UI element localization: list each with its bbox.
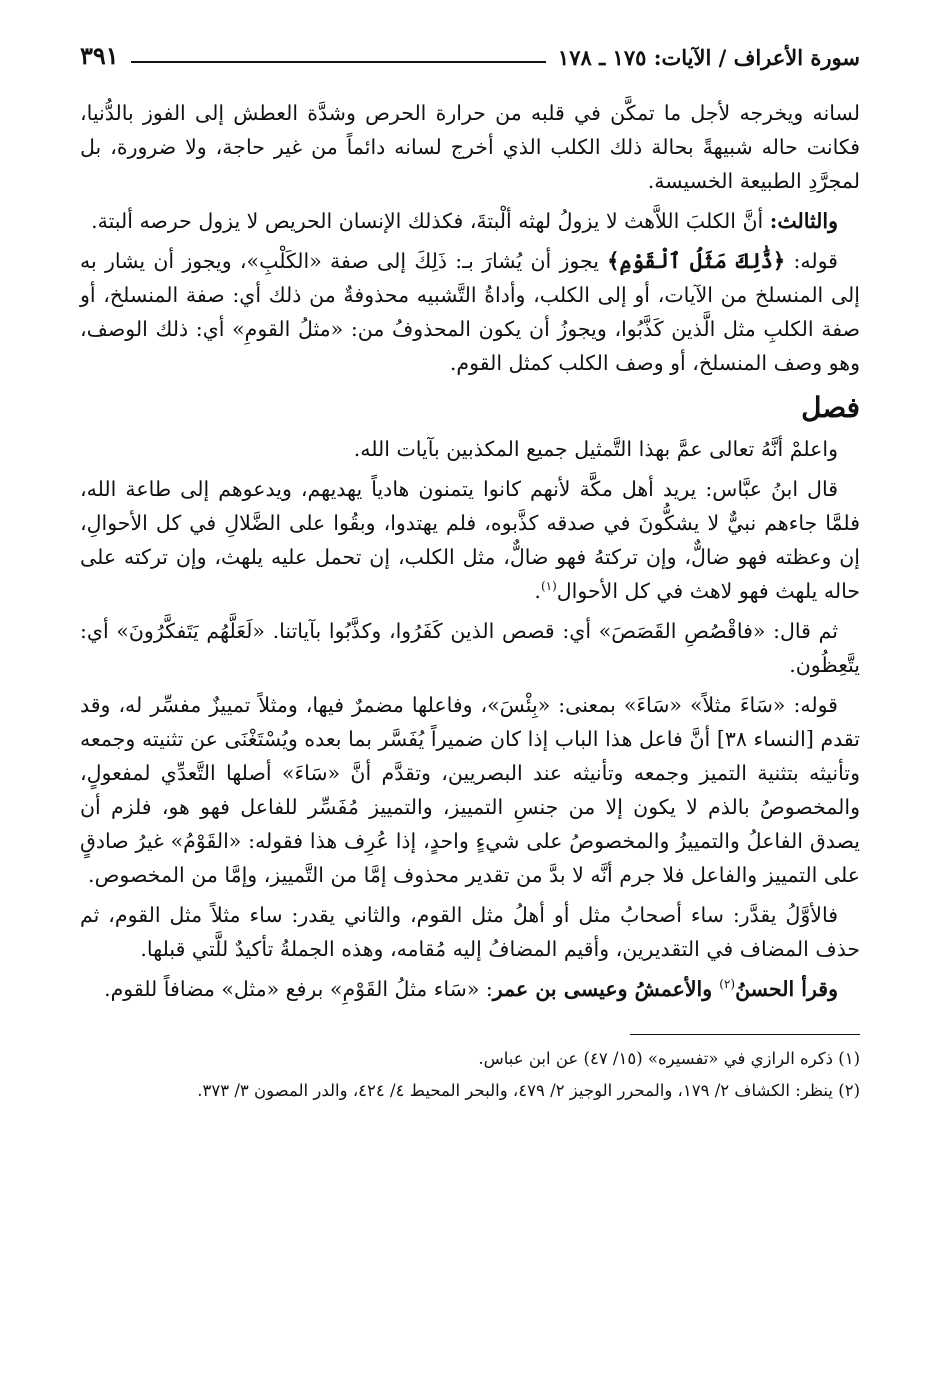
footnote-divider [630,1034,860,1035]
paragraph-5: قال ابنُ عبَّاس: يريد أهل مكَّة لأنهم كانوا يتمنون هادياً يهديهم، ويدعوهم إلى طاعة الله، فلمَّا جاءهم نبيٌّ لا يشكُّونَ في صدقه كذَّبوه، فلم يهتدوا، وبقُوا على الضَّلالِ في كل الأحوالِ، إن وعظته فهو ضالٌّ، وإن تركتهُ فهو ضالٌّ، مثل الكلب، إن تحمل عليه يلهث، وإن تركته على حاله يلهث فهو لاهث في كل الأحوال$^{(١)}$. [80,477,860,603]
header-rule [131,61,546,63]
footnote-ref-1: (١) [540,579,557,594]
paragraph-9 [80,972,860,1006]
footnote-2: (٢) ينظر: الكشاف ٢/ ١٧٩، والمحرر الوجيز ٢/ ٤٧٩، والبحر المحيط ٤/ ٤٢٤، والدر المصون ٣/ ٣٧٣. [197,1081,860,1100]
paragraph-6: ثم قال: «فاقْصُصِ القَصَصَ» أي: قصص الذين كَفَرُوا، وكذَّبُوا بآياتنا. «لَعَلَّهُم يَتَفكَّرُونَ» أي: يتَّعِظُون. [80,619,860,677]
page-header [80,36,860,70]
paragraph-8: فالأوَّلُ يقدَّر: ساء أصحابُ مثل أو أهلُ مثل القوم، والثاني يقدر: ساء مثلاً مثل القوم، ثم حذف المضاف في التقديرين، وأقيم المضافُ إليه مُقامه، وهذه الجملةُ تأكيدٌ للَّتي قبلها. [80,903,860,961]
paragraph-2 [80,204,860,238]
paragraph-9-lead: وقرأ الحسنُ [735,977,838,1001]
paragraph-2-lead: والثالث: [769,209,838,233]
paragraph-5-body: قال ابنُ عبَّاس: يريد أهل مكَّة لأنهم كانوا يتمنون هادياً يهديهم، ويدعوهم إلى طاعة الله، فلمَّا جاءهم نبيٌّ لا يشكُّونَ في صدقه كذَّبوه، فلم يهتدوا، وبقُوا على الضَّلالِ في كل الأحوالِ، إن وعظته فهو ضالٌّ، وإن تركتهُ فهو ضالٌّ، مثل الكلب، إن تحمل عليه يلهث، وإن تركته على حاله يلهث فهو لاهث في كل الأحوال [80,477,860,603]
quran-verse: ﴿ذَّٰلِكَ مَثَلُ ٱلْقَوْمِ﴾ [607,248,786,273]
footnote-1: (١) ذكره الرازي في «تفسيره» (١٥/ ٤٧) عن ابن عباس. [478,1049,860,1068]
paragraph-1: لسانه ويخرجه لأجل ما تمكَّن في قلبه من حرارة الحرص وشدَّة العطش إلى الفوز بالدُّنيا، فكانت حاله شبيهةً بحالة ذلك الكلب الذي أخرج لسانه دائماً من غير حاجة، ولا ضرورة، بل لمجرَّدِ الطبيعة الخسيسة. [80,101,861,193]
paragraph-7: قوله: «سَاءَ مثلاً» «سَاءَ» بمعنى: «بِئْسَ»، وفاعلها مضمرٌ فيها، ومثلاً تمييزٌ مفسِّر له، وقد تقدم [النساء ٣٨] أنَّ فاعل هذا الباب إذا كان ضميراً يُفَسَّر بما بعده ويُسْتَغْنَى عن تثنيته وجمعه وتأنيثه بتثنية التميز وجمعه وتأنيثه عند البصريين، وتقدَّم أنَّ «سَاءَ» أصلها التَّعدِّي لمفعولٍ، والمخصوصُ بالذم لا يكون إلا من جنسِ التمييز، والتمييز مُفَسِّر للفاعل فهو هو، فلزم أن يصدق الفاعلُ والتمييزُ والمخصوصُ على شيءٍ واحدٍ، إذا عُرِف هذا فقوله: «القَوْمُ» غيرُ صادقٍ على التمييز والفاعل فلا جرم أنَّه لا بدَّ من تقدير محذوف إمَّا من التَّمييز، وإمَّا من المخصوص. [80,693,860,887]
paragraph-9-lead-2: والأعمشُ وعيسى بن عمر [492,977,720,1001]
section-heading: فصل [801,391,860,424]
paragraph-2-body: أنَّ الكلبَ اللاَّهث لا يزولُ لهثه ألْبتةَ، فكذلك الإنسان الحريص لا يزول حرصه ألبتة. [91,209,770,233]
paragraph-9-body: : «سَاء مثلُ القَوْمِ» برفع «مثل» مضافاً للقوم. [104,977,493,1001]
book-page [80,36,860,1107]
paragraph-3 [80,244,860,380]
chapter-title: سورة الأعراف / الآيات: ١٧٥ ـ ١٧٨ [557,45,860,70]
page-number: ٣٩١ [80,41,119,70]
footnote-ref-2: (٢) [719,977,736,992]
paragraph-4: واعلمْ أنَّهُ تعالى عمَّ بهذا التَّمثيل جميع المكذبين بآيات الله. [353,437,838,461]
main-text [80,96,860,1006]
paragraph-3-start: قوله: [785,249,838,273]
footnotes [80,1043,860,1107]
paragraph-3-body: يجوز أن يُشارَ بـ: ذَلِكَ إلى صفة «الكَلْبِ»، ويجوز أن يشار به إلى المنسلخ من الآيات، أو إلى الكلب، وأداةُ التَّشبيه محذوفةٌ من ذلك أي: صفة المنسلخ، أو صفة الكلبِ مثل الَّذين كَذَّبُوا، ويجوزُ أن يكون المحذوفُ من: «مثلُ القومِ» أي: ذلك الوصف، وهو وصف المنسلخ، أو وصف الكلب كمثل القوم. [80,249,860,375]
